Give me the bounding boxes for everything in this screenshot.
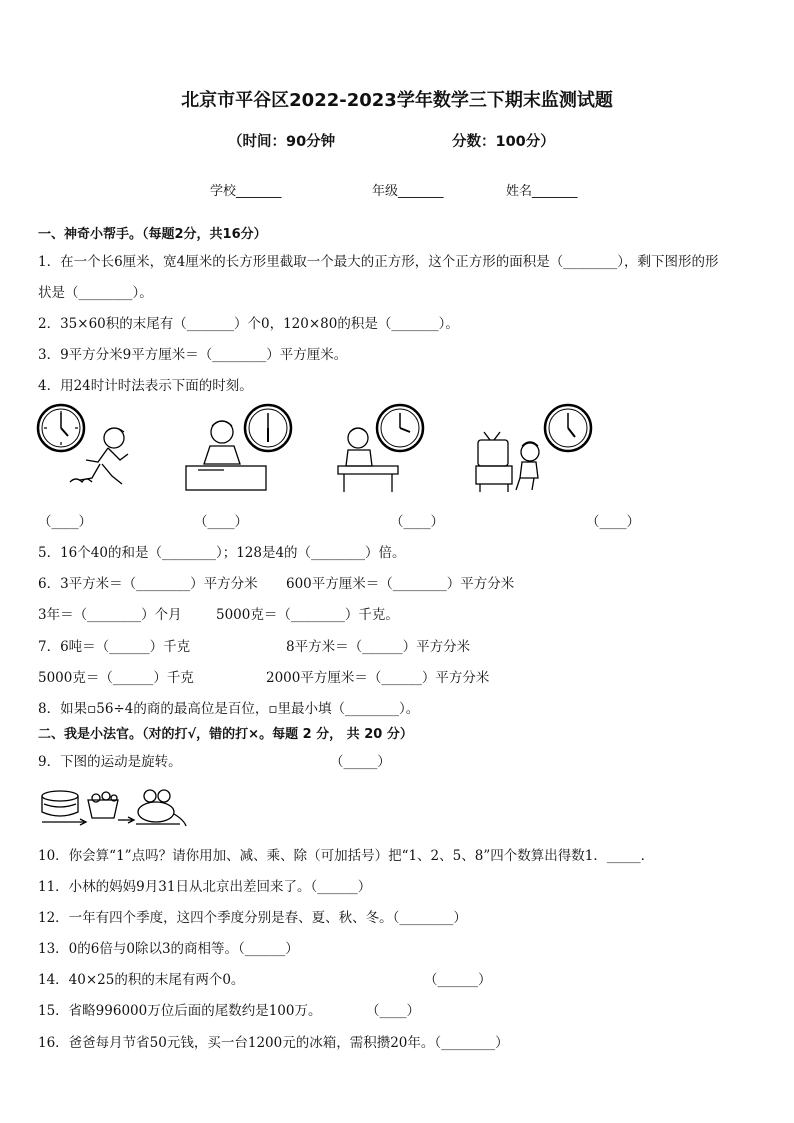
q4-answer-blank-4[interactable]: （____） (586, 514, 640, 530)
question-7-part1: 7．6吨＝（______）千克 (38, 639, 191, 655)
question-1-line1: 1．在一个长6厘米，宽4厘米的长方形里截取一个最大的正方形，这个正方形的面积是（________），剩下图形的形 (38, 254, 719, 270)
question-15: 15．省略996000万位后面的尾数约是100万。 (38, 1003, 322, 1019)
question-14-blank[interactable]: （______） (424, 972, 492, 988)
q4-answer-blank-2[interactable]: （____） (194, 514, 248, 530)
grade-field[interactable]: 年级_______ (372, 184, 444, 199)
clock-icon (545, 405, 591, 451)
question-8: 8．如果▫56÷4的商的最高位是百位，▫里最小填（________）。 (38, 701, 420, 717)
clock-icon (377, 405, 423, 451)
clock-icon (38, 405, 84, 451)
question-1-line2: 状是（________）。 (38, 285, 153, 301)
question-16: 16．爸爸每月节省50元钱，买一台1200元的冰箱，需积攒20年。（________） (38, 1035, 509, 1051)
question-3: 3．9平方分米9平方厘米＝（________）平方厘米。 (38, 347, 348, 363)
section1-heading: 一、神奇小帮手。（每题2分，共16分） (38, 227, 267, 242)
question-2: 2．35×60积的末尾有（_______）个0，120×80的积是（_______）。 (38, 316, 459, 332)
question-10: 10．你会算“1”点吗？请你用加、减、乘、除（可加括号）把“1、2、5、8”四个数算出得数1．_____． (38, 848, 655, 864)
question-15-blank[interactable]: （____） (366, 1003, 420, 1019)
question-6-part1: 6．3平方米＝（________）平方分米 (38, 576, 258, 592)
motion-illustration-image (40, 784, 188, 828)
q4-answer-blank-1[interactable]: （____） (38, 514, 92, 530)
question-6-part3: 3年＝（________）个月 (38, 607, 182, 623)
question-4: 4．用24时计时法表示下面的时刻。 (38, 378, 253, 394)
page-title: 北京市平谷区2022-2023学年数学三下期末监测试题 (181, 90, 613, 111)
school-field[interactable]: 学校_______ (210, 184, 282, 199)
cake-icon (42, 791, 78, 816)
q4-answer-blank-3[interactable]: （____） (390, 514, 444, 530)
question-13: 13．0的6倍与0除以3的商相等。（______） (38, 941, 299, 957)
section2-heading: 二、我是小法官。（对的打√，错的打×。每题 2 分， 共 20 分） (38, 727, 413, 742)
clock-tv-boy-image (474, 402, 594, 494)
exam-time: （时间：90分钟 (228, 134, 336, 150)
question-9: 9．下图的运动是旋转。 (38, 754, 182, 770)
question-5: 5．16个40的和是（________）；128是4的（________）倍。 (38, 545, 406, 561)
bowl-icon (88, 792, 134, 823)
clock-icon (245, 405, 291, 451)
sitting-boy-figure (516, 442, 539, 490)
tv-icon (476, 432, 512, 492)
question-7-part4: 2000平方厘米＝（______）平方分米 (266, 670, 490, 686)
question-9-blank[interactable]: （_____） (330, 754, 391, 770)
name-field[interactable]: 姓名_______ (506, 184, 578, 199)
clock-writing-boy-image (184, 404, 294, 494)
clock-desk-boy-image (334, 402, 434, 494)
exam-score: 分数：100分） (452, 134, 555, 150)
mouse-icon (136, 790, 186, 826)
question-7-part3: 5000克＝（______）千克 (38, 670, 194, 686)
question-7-part2: 8平方米＝（______）平方分米 (286, 639, 471, 655)
question-6-part4: 5000克＝（________）千克。 (216, 607, 399, 623)
question-11: 11．小林的妈妈9月31日从北京出差回来了。（______） (38, 879, 372, 895)
arrow-icon (42, 819, 86, 825)
clock-running-boy-image (36, 404, 136, 492)
question-6-part2: 600平方厘米＝（________）平方分米 (286, 576, 515, 592)
question-12: 12．一年有四个季度，这四个季度分别是春、夏、秋、冬。（________） (38, 910, 467, 926)
question-14: 14．40×25的积的末尾有两个0。 (38, 972, 245, 988)
